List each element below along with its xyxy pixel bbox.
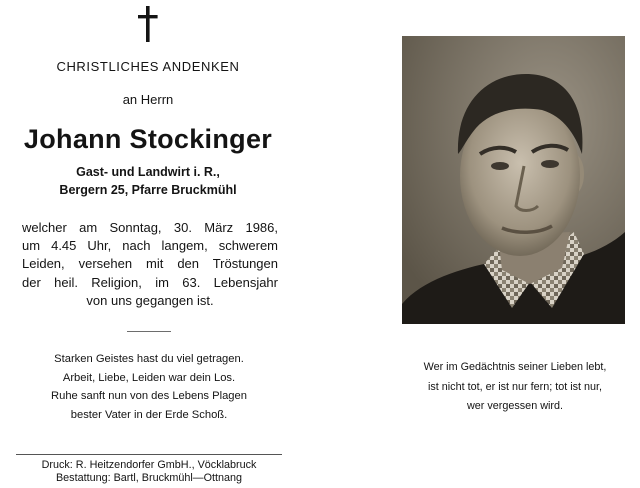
death-notice — [22, 219, 278, 310]
divider-short — [127, 331, 171, 332]
poem-line: Arbeit, Liebe, Leiden war dein Los. — [62, 371, 236, 384]
cross-icon — [136, 6, 160, 42]
poem-line: bester Vater in der Erde Schoß. — [70, 408, 228, 421]
funeral-service-line: Bestattung: Bartl, Bruckmühl—Ottnang — [55, 471, 243, 484]
addressee: an Herrn — [122, 92, 174, 107]
poem-line: Ruhe sanft nun von des Lebens Plagen — [51, 390, 247, 403]
portrait-illustration — [402, 36, 625, 324]
printer-line: Druck: R. Heitzendorfer GmbH., Vöcklabruck — [41, 459, 257, 471]
quote-line: wer vergessen wird. — [466, 400, 563, 412]
occupation — [20, 163, 276, 199]
divider-long — [16, 454, 282, 455]
death-notice-line: Leiden, versehen mit den Tröstungen — [22, 256, 278, 272]
portrait-photo — [402, 36, 625, 324]
poem — [18, 350, 280, 424]
card-heading: CHRISTLICHES ANDENKEN — [56, 59, 240, 74]
memorial-quote — [390, 358, 640, 417]
quote-line: Wer im Gedächtnis seiner Lieben lebt, — [423, 361, 607, 373]
death-notice-line: der heil. Religion, im 63. Lebensjahr — [22, 274, 278, 290]
occupation-line: Gast- und Landwirt i. R., — [76, 165, 220, 179]
death-notice-line: von uns gegangen ist. — [86, 292, 214, 308]
death-notice-line: welcher am Sonntag, 30. März 1986, — [22, 220, 278, 235]
death-notice-line: um 4.45 Uhr, nach langem, schwerem — [22, 238, 278, 254]
residence-line: Bergern 25, Pfarre Bruckmühl — [59, 183, 237, 197]
printer-info — [18, 459, 280, 484]
quote-line: ist nicht tot, er ist nur fern; tot ist nur, — [427, 380, 603, 393]
poem-line: Starken Geistes hast du viel getragen. — [54, 353, 244, 365]
deceased-name: Johann Stockinger — [23, 124, 273, 154]
